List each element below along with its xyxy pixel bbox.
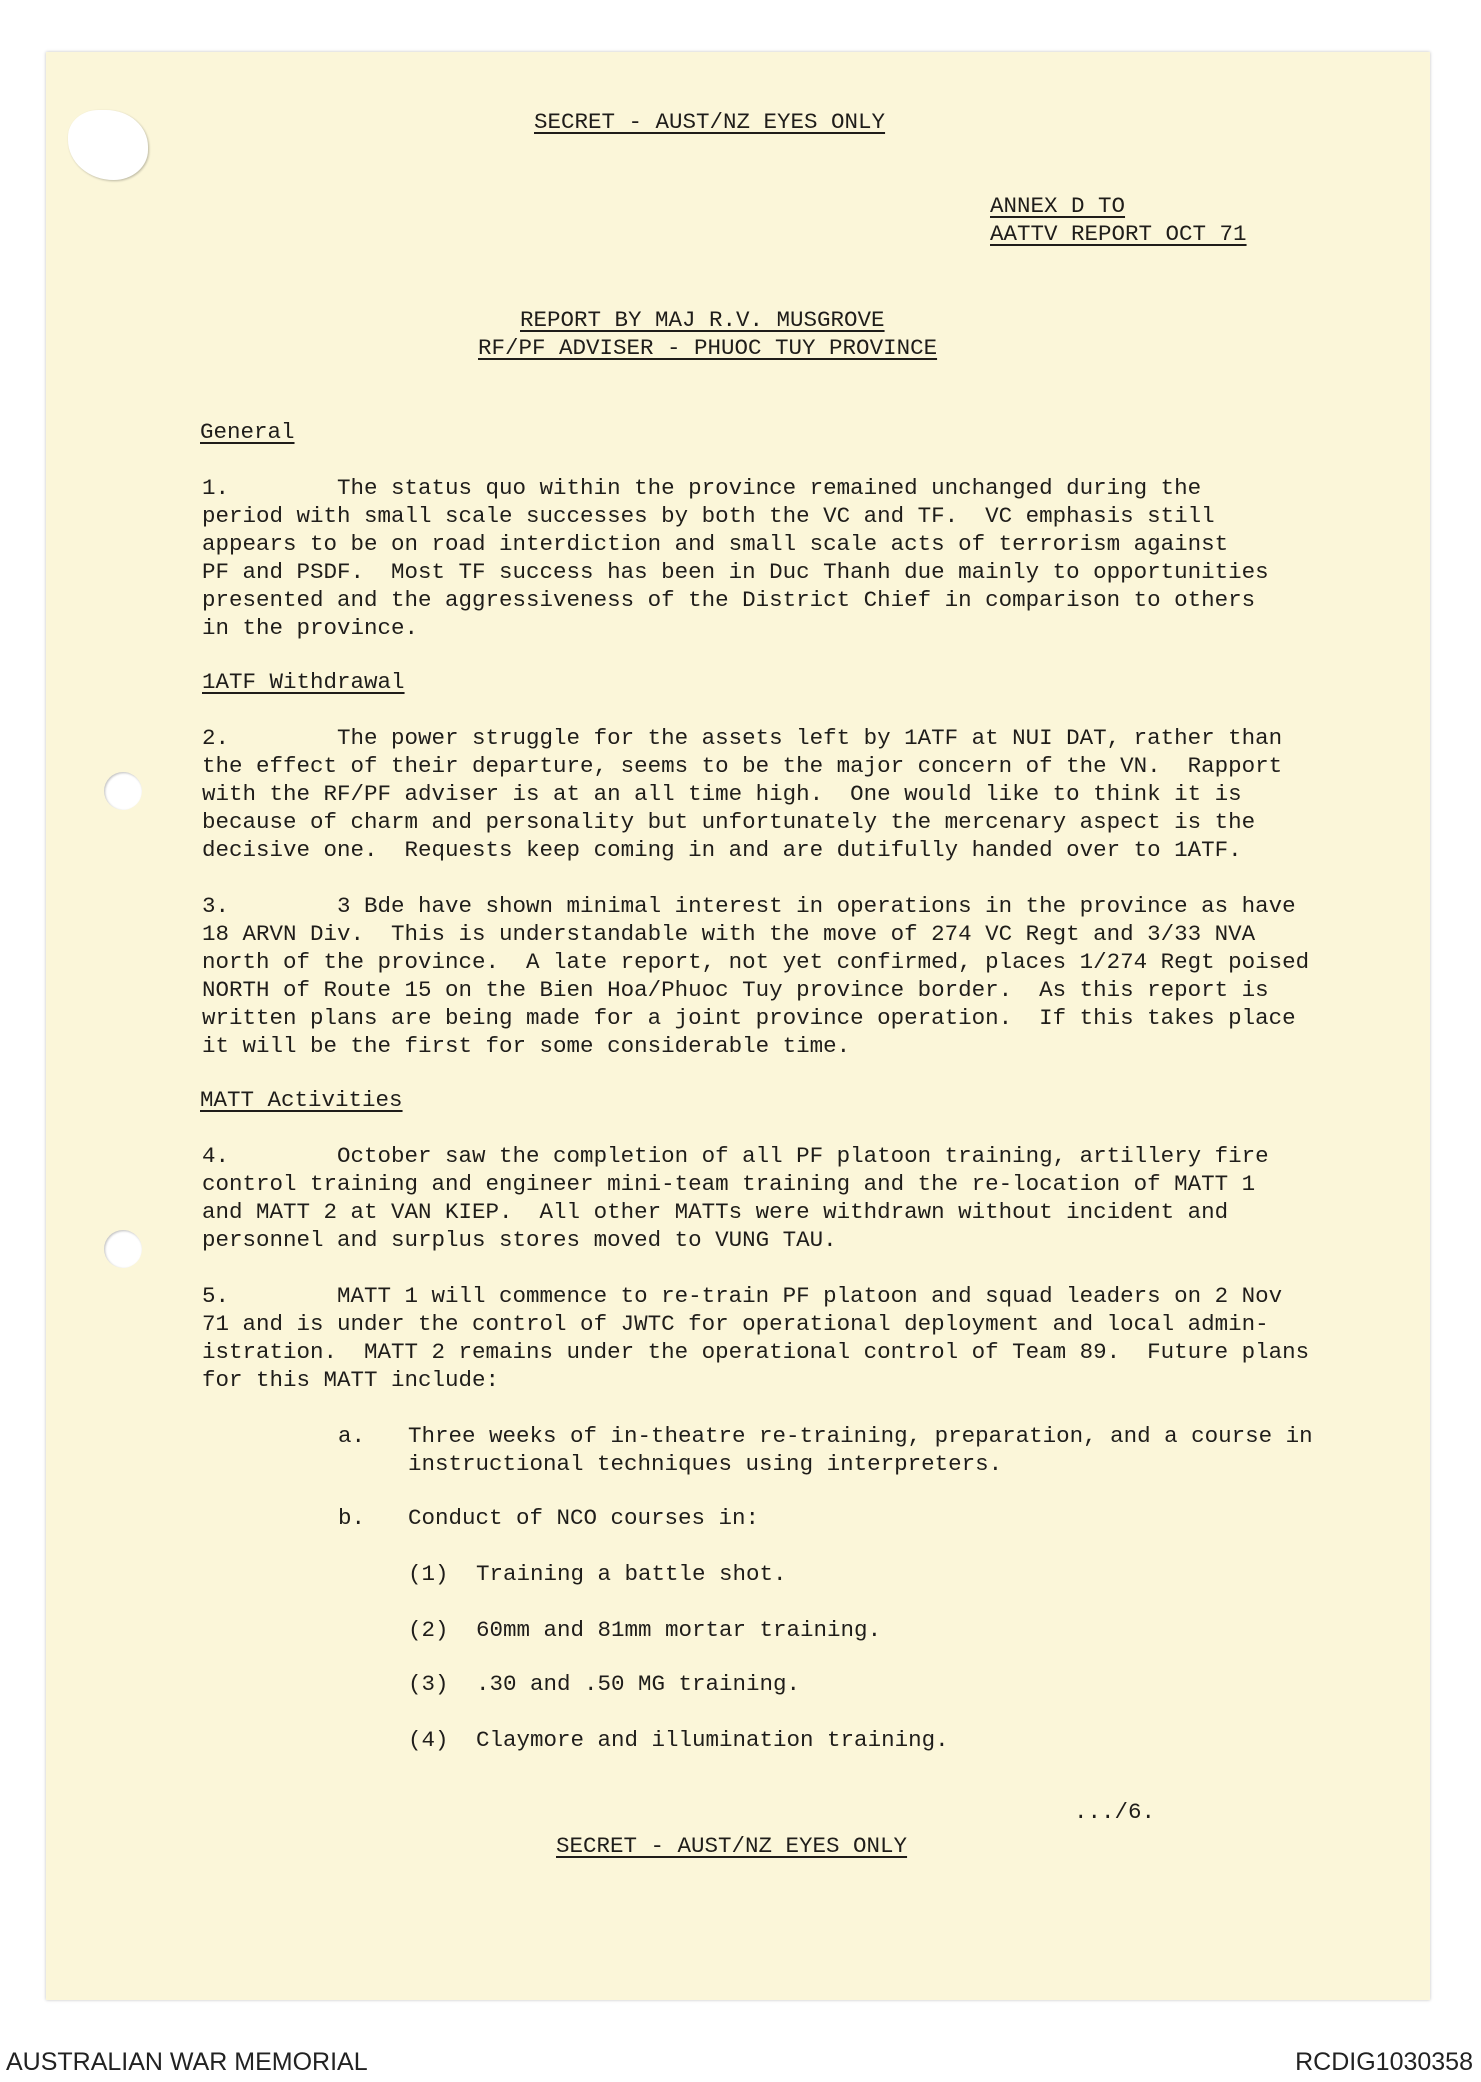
classification-top: SECRET - AUST/NZ EYES ONLY bbox=[534, 109, 886, 135]
section-heading-matt: MATT Activities bbox=[200, 1087, 403, 1113]
section-heading-general: General bbox=[200, 419, 295, 445]
document-page bbox=[46, 52, 1430, 2000]
paragraph-3: 3. 3 Bde have shown minimal interest in operations in the province as have 18 ARVN Div. This is understandable with the move of 274 VC Regt and 3/33 NVA north of the province. A late report, not yet confirmed, places 1/274 Regt poised NORTH of Route 15 on the Bien Hoa/Phuoc Tuy province border. As this report is written plans are being made for a joint province operation. If this takes place it will be the first for some considerable time. bbox=[202, 893, 1310, 1059]
subitem-label: (3) bbox=[408, 1671, 449, 1697]
paragraph-1: 1. The status quo within the province remained unchanged during the period with small scale successes by both the VC and TF. VC emphasis still appears to be on road interdiction and small scale acts of terrorism against PF and PSDF. Most TF success has been in Duc Thanh due mainly to opportunities presented and the aggressiveness of the District Chief in comparison to others in the province. bbox=[202, 475, 1269, 641]
subitem-label: (1) bbox=[408, 1561, 449, 1587]
report-title-line-2: RF/PF ADVISER - PHUOC TUY PROVINCE bbox=[478, 335, 938, 361]
item-b-label: b. bbox=[338, 1505, 366, 1531]
paragraph-5: 5. MATT 1 will commence to re-train PF platoon and squad leaders on 2 Nov 71 and is under the control of JWTC for operational deployment and local admin- istration. MATT 2 remains under the operational control of Team 89. Future plans for this MATT include: bbox=[202, 1283, 1310, 1393]
torn-corner bbox=[68, 110, 148, 180]
archive-id: RCDIG1030358 bbox=[1295, 2048, 1473, 2076]
item-a-text: Three weeks of in-theatre re-training, preparation, and a course in instructional techniques using interpreters. bbox=[408, 1423, 1313, 1477]
report-title-line-1: REPORT BY MAJ R.V. MUSGROVE bbox=[520, 307, 885, 333]
page-continuation: .../6. bbox=[1074, 1799, 1156, 1825]
punch-hole-lower bbox=[104, 1230, 142, 1268]
item-b-text: Conduct of NCO courses in: bbox=[408, 1505, 760, 1531]
section-heading-withdrawal: 1ATF Withdrawal bbox=[202, 669, 405, 695]
subitem-label: (4) bbox=[408, 1727, 449, 1753]
archive-credit: AUSTRALIAN WAR MEMORIAL bbox=[6, 2048, 368, 2076]
subitem-text: Claymore and illumination training. bbox=[476, 1727, 949, 1753]
annex-line-1: ANNEX D TO bbox=[990, 193, 1126, 219]
subitem-label: (2) bbox=[408, 1617, 449, 1643]
subitem-text: .30 and .50 MG training. bbox=[476, 1671, 801, 1697]
punch-hole-upper bbox=[104, 772, 142, 810]
annex-line-2: AATTV REPORT OCT 71 bbox=[990, 221, 1247, 247]
paragraph-4: 4. October saw the completion of all PF platoon training, artillery fire control training and engineer mini-team training and the re-location of MATT 1 and MATT 2 at VAN KIEP. All other MATTs were withdrawn without incident and personnel and surplus stores moved to VUNG TAU. bbox=[202, 1143, 1269, 1253]
subitem-text: 60mm and 81mm mortar training. bbox=[476, 1617, 882, 1643]
paragraph-2: 2. The power struggle for the assets left by 1ATF at NUI DAT, rather than the effect of their departure, seems to be the major concern of the VN. Rapport with the RF/PF adviser is at an all time high. One would like to think it is because of charm and personality but unfortunately the mercenary aspect is the decisive one. Requests keep coming in and are dutifully handed over to 1ATF. bbox=[202, 725, 1283, 863]
item-a-label: a. bbox=[338, 1423, 366, 1449]
subitem-text: Training a battle shot. bbox=[476, 1561, 787, 1587]
classification-bottom: SECRET - AUST/NZ EYES ONLY bbox=[556, 1833, 908, 1859]
